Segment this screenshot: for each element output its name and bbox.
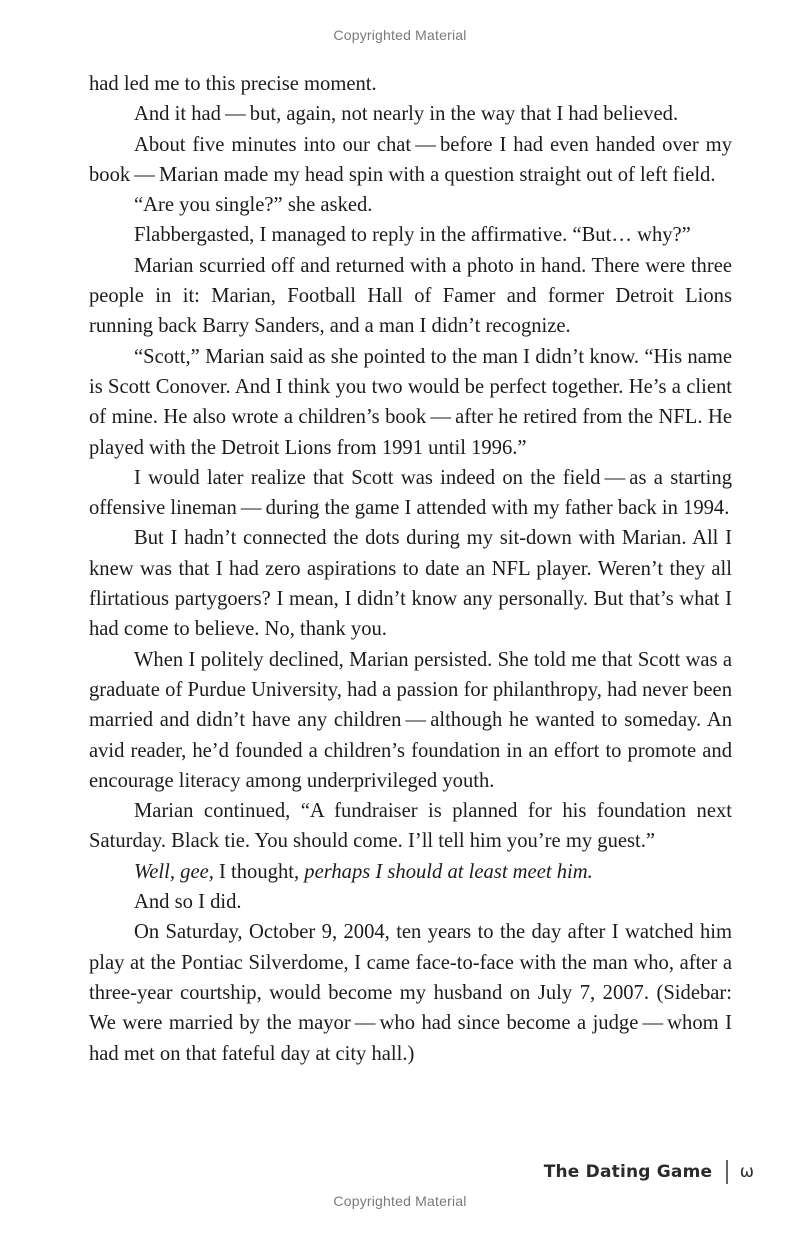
text-run: Marian continued, “A fundraiser is planned for his foundation next Saturday. Black tie. You should come. I’ll tell him you’re my guest.” — [89, 800, 732, 853]
text-run: I would later realize that Scott was indeed on the field — as a starting offensive lineman — during the game I attended with my father back in 1994. — [89, 466, 732, 520]
watermark-top: Copyrighted Material — [333, 27, 467, 43]
paragraph — [89, 251, 732, 342]
text-run: And it had — but, again, not nearly in the way that I had believed. — [134, 103, 679, 126]
paragraph — [89, 190, 732, 220]
footer-divider — [726, 1160, 728, 1184]
text-run: But I hadn’t connected the dots during my sit-down with Marian. All I knew was that I had zero aspirations to date an NFL player. Weren’t they all flirtatious partygoers? I mean, I didn’t know any personally. But that’s what I had come to believe. No, thank you. — [89, 527, 732, 641]
text-run: On Saturday, October 9, 2004, ten years to the day after I watched him play at the Pontiac Silverdome, I came face-to-face with the man who, after a three-year courtship, would become my husband on July 7, 2007. (Sidebar: We were married by the mayor — who had since become a judge — whom I had met on that fateful day at city hall.) — [89, 921, 732, 1065]
page-number: ω — [739, 1162, 754, 1182]
watermark-bottom: Copyrighted Material — [333, 1193, 467, 1209]
text-run: And so I did. — [134, 891, 242, 914]
paragraph — [89, 99, 732, 129]
paragraph — [89, 69, 732, 99]
paragraph — [89, 857, 732, 887]
text-run: “Scott,” Marian said as she pointed to the man I didn’t know. “His name is Scott Conover. And I think you two would be perfect together. He’s a client of mine. He also wrote a children’s book — after he retired from the NFL. He played with the Detroit Lions from 1991 until 1996.” — [89, 345, 732, 459]
chapter-title: The Dating Game — [543, 1162, 713, 1182]
text-run: had led me to this precise moment. — [89, 73, 377, 95]
text-run: Marian scurried off and returned with a photo in hand. There were three people in it: Marian, Football Hall of Famer and former Detroit Lions running back Barry Sanders, and a man I didn’t recognize. — [89, 254, 732, 338]
text-run: Flabbergasted, I managed to reply in the affirmative. “But… why?” — [134, 224, 691, 247]
page-body — [89, 69, 732, 1069]
paragraph — [89, 463, 732, 524]
text-run: “Are you single?” she asked. — [134, 194, 373, 217]
paragraph — [89, 130, 732, 191]
text-run: About five minutes into our chat — before I had even handed over my book — Marian made my head spin with a question straight out of left field. — [89, 133, 732, 186]
paragraph — [89, 342, 732, 463]
text-run: I thought, — [213, 860, 305, 883]
italic-text: perhaps I should at least meet him. — [304, 860, 593, 883]
running-footer — [544, 1160, 754, 1184]
paragraph — [89, 796, 732, 857]
paragraph — [89, 645, 732, 796]
text-run: When I politely declined, Marian persisted. She told me that Scott was a graduate of Purdue University, had a passion for philanthropy, had never been married and didn’t have any children — although he wanted to someday. An avid reader, he’d founded a children’s foundation in an effort to promote and encourage literacy among underprivileged youth. — [89, 648, 732, 792]
italic-text: Well, gee, — [134, 860, 214, 883]
paragraph — [89, 220, 732, 250]
paragraph — [89, 523, 732, 644]
paragraph — [89, 887, 732, 917]
paragraph — [89, 917, 732, 1068]
